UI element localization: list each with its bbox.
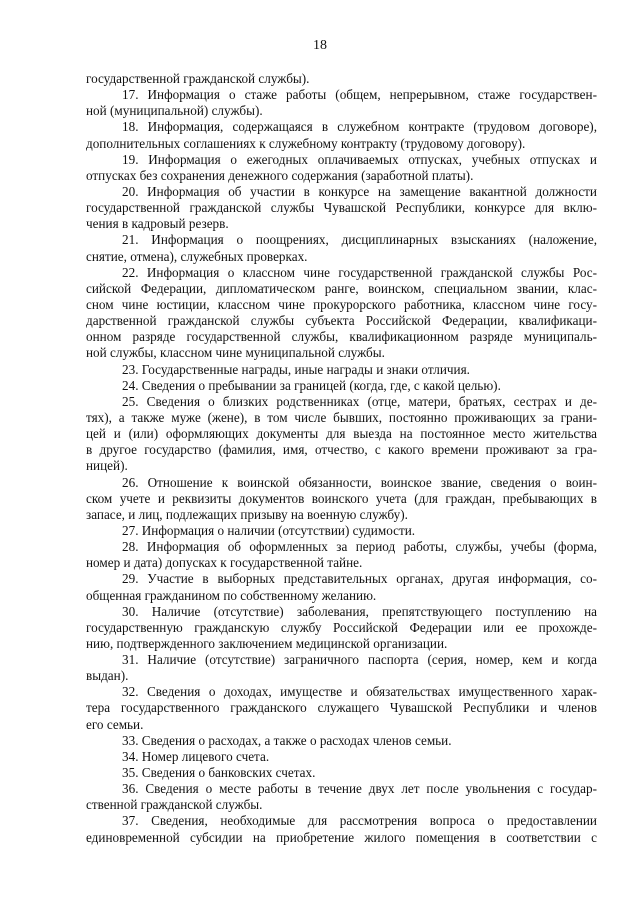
text-line: 22. Информация о классном чине государственной гражданской службы Рос- — [122, 264, 597, 280]
text-line: выдан). — [86, 668, 129, 684]
text-line: сийской Федерации, дипломатическом ранге, воинском, специальном звании, клас- — [86, 280, 597, 296]
text-line: ной службы, классном чине муниципальной службы. — [86, 345, 385, 361]
text-line: единовременной субсидии на приобретение жилого помещения в соответствии с — [86, 829, 597, 845]
text-line: 28. Информация об оформленных за период работы, службы, учебы (форма, — [122, 539, 597, 555]
text-line: общенная гражданином по собственному желанию. — [86, 587, 377, 603]
text-line: 23. Государственные награды, иные награды и знаки отличия. — [122, 361, 470, 377]
text-line: тях), а также муже (жене), в том числе бывших, постоянно проживающих за грани- — [86, 409, 597, 425]
document-body — [86, 71, 597, 846]
text-line: онном разряде государственной службы, квалификационном разряде муниципаль- — [86, 329, 597, 345]
text-line: дополнительных соглашениях к служебному контракту (трудовому договору). — [86, 135, 526, 151]
text-line: ственной гражданской службы. — [86, 797, 263, 813]
text-line: 31. Наличие (отсутствие) заграничного паспорта (серия, номер, кем и когда — [122, 652, 597, 668]
text-line: 29. Участие в выборных представительных органах, другая информация, со- — [122, 571, 597, 587]
page-number: 18 — [313, 38, 327, 53]
text-line: сном чине юстиции, классном чине прокурорского работника, классном чине госу- — [86, 296, 597, 312]
text-line: ском учете и реквизиты документов воинского учета (для граждан, пребывающих в — [86, 490, 597, 506]
text-line: чения в кадровый резерв. — [86, 216, 229, 232]
text-line: тера государственного гражданского служащего Чувашской Республики и членов — [86, 700, 597, 716]
text-line: снятие, отмена), служебных проверках. — [86, 248, 308, 264]
text-line: его семьи. — [86, 716, 144, 732]
text-line: отпусках без сохранения денежного содержания (заработной платы). — [86, 167, 474, 183]
text-line: государственную гражданскую службу Российской Федерации или ее прохожде- — [86, 619, 597, 635]
text-line: 37. Сведения, необходимые для рассмотрения вопроса о предоставлении — [122, 813, 597, 829]
text-line: 27. Информация о наличии (отсутствии) судимости. — [122, 522, 416, 538]
text-line: 32. Сведения о доходах, имуществе и обязательствах имущественного харак- — [122, 684, 597, 700]
text-line: 19. Информация о ежегодных оплачиваемых отпусках, учебных отпусках и — [122, 151, 597, 167]
text-line: 20. Информация об участии в конкурсе на замещение вакантной должности — [122, 183, 597, 199]
text-line: государственной гражданской службы Чувашской Республики, конкурсе для вклю- — [86, 200, 597, 216]
text-line: нию, подтвержденного заключением медицинской организации. — [86, 635, 448, 651]
text-line: 35. Сведения о банковских счетах. — [122, 765, 316, 781]
text-line: 26. Отношение к воинской обязанности, воинское звание, сведения о воин- — [122, 474, 597, 490]
text-line: 25. Сведения о близких родственниках (отце, матери, братьях, сестрах и де- — [122, 393, 597, 409]
text-line: номер и дата) допусках к государственной тайне. — [86, 555, 363, 571]
text-line: 30. Наличие (отсутствие) заболевания, препятствующего поступлению на — [122, 603, 597, 619]
text-line: государственной гражданской службы). — [86, 71, 310, 86]
text-line: 21. Информация о поощрениях, дисциплинарных взысканиях (наложение, — [122, 232, 597, 248]
text-line: ной (муниципальной) службы). — [86, 103, 263, 119]
text-line: 34. Номер лицевого счета. — [122, 748, 270, 764]
text-line: ницей). — [86, 458, 128, 474]
text-line: в другое государство (фамилия, имя, отчество, с какого времени проживают за гра- — [86, 442, 597, 458]
text-line: 24. Сведения о пребывании за границей (когда, где, с какой целью). — [122, 377, 501, 393]
text-line: цей и (или) оформляющих документы для выезда на постоянное место жительства — [86, 426, 597, 442]
text-line: 36. Сведения о месте работы в течение двух лет после увольнения с государ- — [122, 781, 597, 797]
text-line: 18. Информация, содержащаяся в служебном контракте (трудовом договоре), — [122, 119, 597, 135]
text-line: 33. Сведения о расходах, а также о расходах членов семьи. — [122, 732, 452, 748]
text-line: 17. Информация о стаже работы (общем, непрерывном, стаже государствен- — [122, 87, 597, 103]
text-line: запасе, и лиц, подлежащих призыву на военную службу). — [86, 506, 408, 522]
text-line: дарственной гражданской службы субъекта Российской Федерации, квалификаци- — [86, 313, 597, 329]
